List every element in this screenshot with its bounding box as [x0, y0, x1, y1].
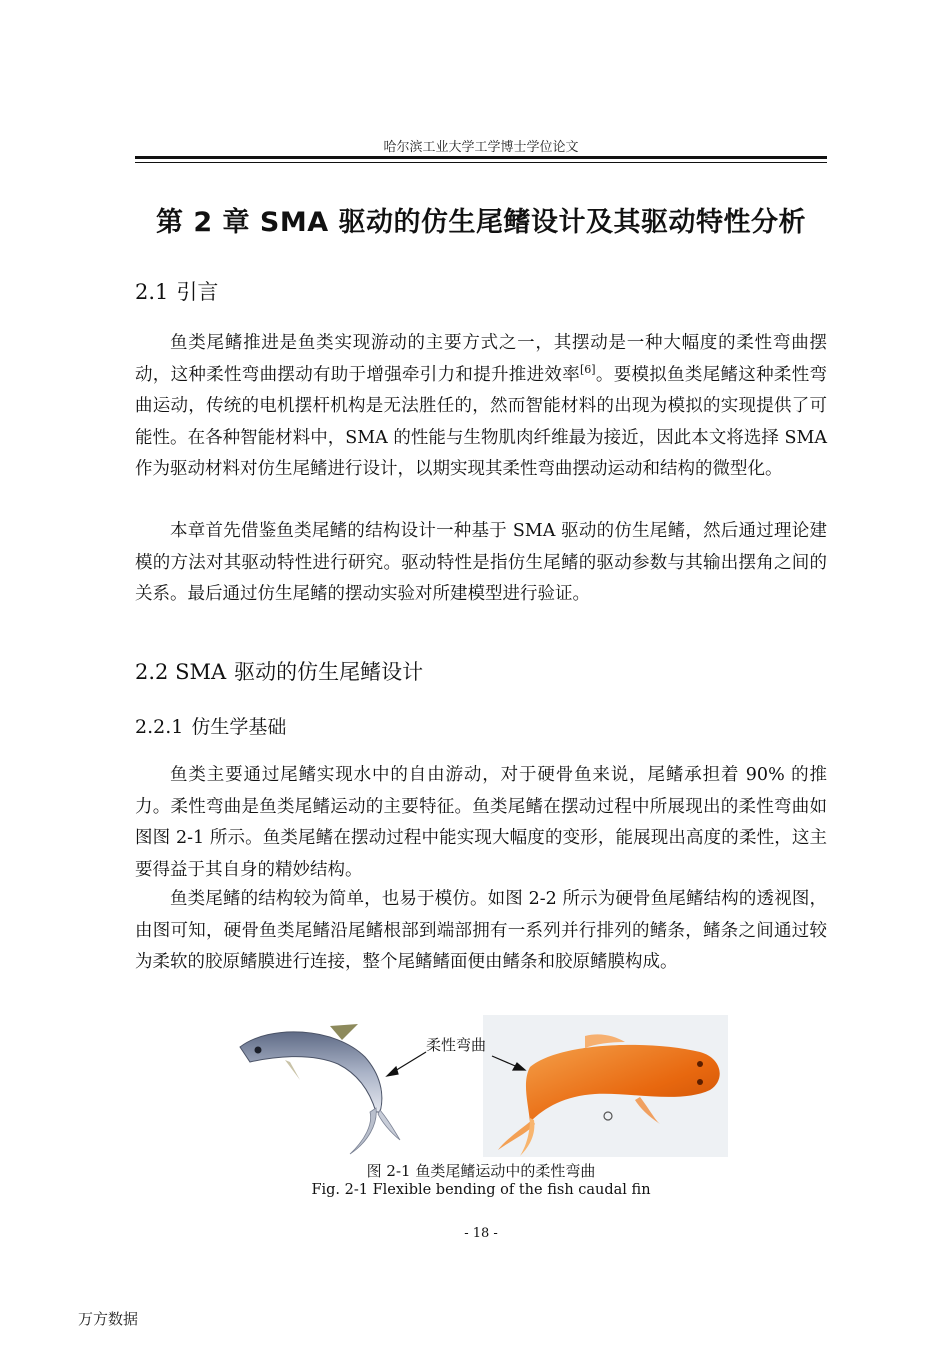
running-header: 哈尔滨工业大学工学博士学位论文	[383, 140, 579, 155]
section-title: 仿生学基础	[191, 716, 287, 738]
section-number: 2.2 SMA	[135, 660, 227, 684]
section-title: 引言	[176, 280, 219, 304]
paragraph-1	[135, 328, 827, 486]
figure-2-1	[230, 1012, 730, 1162]
figure-2-1-illustration	[230, 1012, 730, 1162]
section-2-2-1-heading	[135, 712, 286, 739]
section-number: 2.1	[135, 280, 169, 304]
paragraph-2: 本章首先借鉴鱼类尾鳍的结构设计一种基于 SMA 驱动的仿生尾鳍，然后通过理论建模的方法对其驱动特性进行研究。驱动特性是指仿生尾鳍的驱动参数与其输出摆角之间的关系。最后通过仿生尾鳍的摆动实验对所建模型进行验证。	[135, 521, 827, 604]
figure-callout-label: 柔性弯曲	[426, 1036, 487, 1054]
figure-caption-english: Fig. 2-1 Flexible bending of the fish caudal fin	[311, 1182, 651, 1198]
header-rule-thick	[135, 156, 827, 159]
paragraph-1-text: 鱼类尾鳍推进是鱼类实现游动的主要方式之一，其摆动是一种大幅度的柔性弯曲摆动，这种柔性弯曲摆动有助于增强牵引力和提升推进效率	[135, 333, 827, 385]
paragraph-1-tail: 。要模拟鱼类尾鳍这种柔性弯曲运动，传统的电机摆杆机构是无法胜任的，然而智能材料的出现为模拟的实现提供了可能性。在各种智能材料中，SMA 的性能与生物肌肉纤维最为接近，因此本文将选择 SMA 作为驱动材料对仿生尾鳍进行设计，以期实现其柔性弯曲摆动运动和结构的微型化。	[135, 364, 828, 479]
section-number: 2.2.1	[135, 716, 184, 738]
figure-caption-chinese: 图 2-1 鱼类尾鳍运动中的柔性弯曲	[366, 1162, 596, 1180]
silver-fish-image	[240, 1024, 400, 1154]
chapter-title: 第 2 章 SMA 驱动的仿生尾鳍设计及其驱动特性分析	[155, 207, 807, 238]
citation-ref: [6]	[580, 362, 596, 376]
section-title: 驱动的仿生尾鳍设计	[234, 660, 424, 684]
paragraph-4: 鱼类尾鳍的结构较为简单，也易于模仿。如图 2-2 所示为硬骨鱼尾鳍结构的透视图，由图可知，硬骨鱼类尾鳍沿尾鳍根部到端部拥有一系列并行排列的鳍条，鳍条之间通过较为柔软的胶原鳍膜进行连接，整个尾鳍鳍面便由鳍条和胶原鳍膜构成。	[135, 889, 827, 972]
section-2-1-heading	[135, 276, 218, 306]
watermark-footer: 万方数据	[78, 1310, 139, 1328]
paragraph-3: 鱼类主要通过尾鳍实现水中的自由游动，对于硬骨鱼来说，尾鳍承担着 90% 的推力。柔性弯曲是鱼类尾鳍运动的主要特征。鱼类尾鳍在摆动过程中所展现出的柔性弯曲如图图 2-1 所示。鱼类尾鳍在摆动过程中能实现大幅度的变形，能展现出高度的柔性，这主要得益于其自身的精妙结构。	[135, 765, 827, 880]
page-number: - 18 -	[464, 1226, 498, 1241]
section-2-2-heading	[135, 656, 423, 686]
header-rule-thin	[135, 162, 827, 163]
